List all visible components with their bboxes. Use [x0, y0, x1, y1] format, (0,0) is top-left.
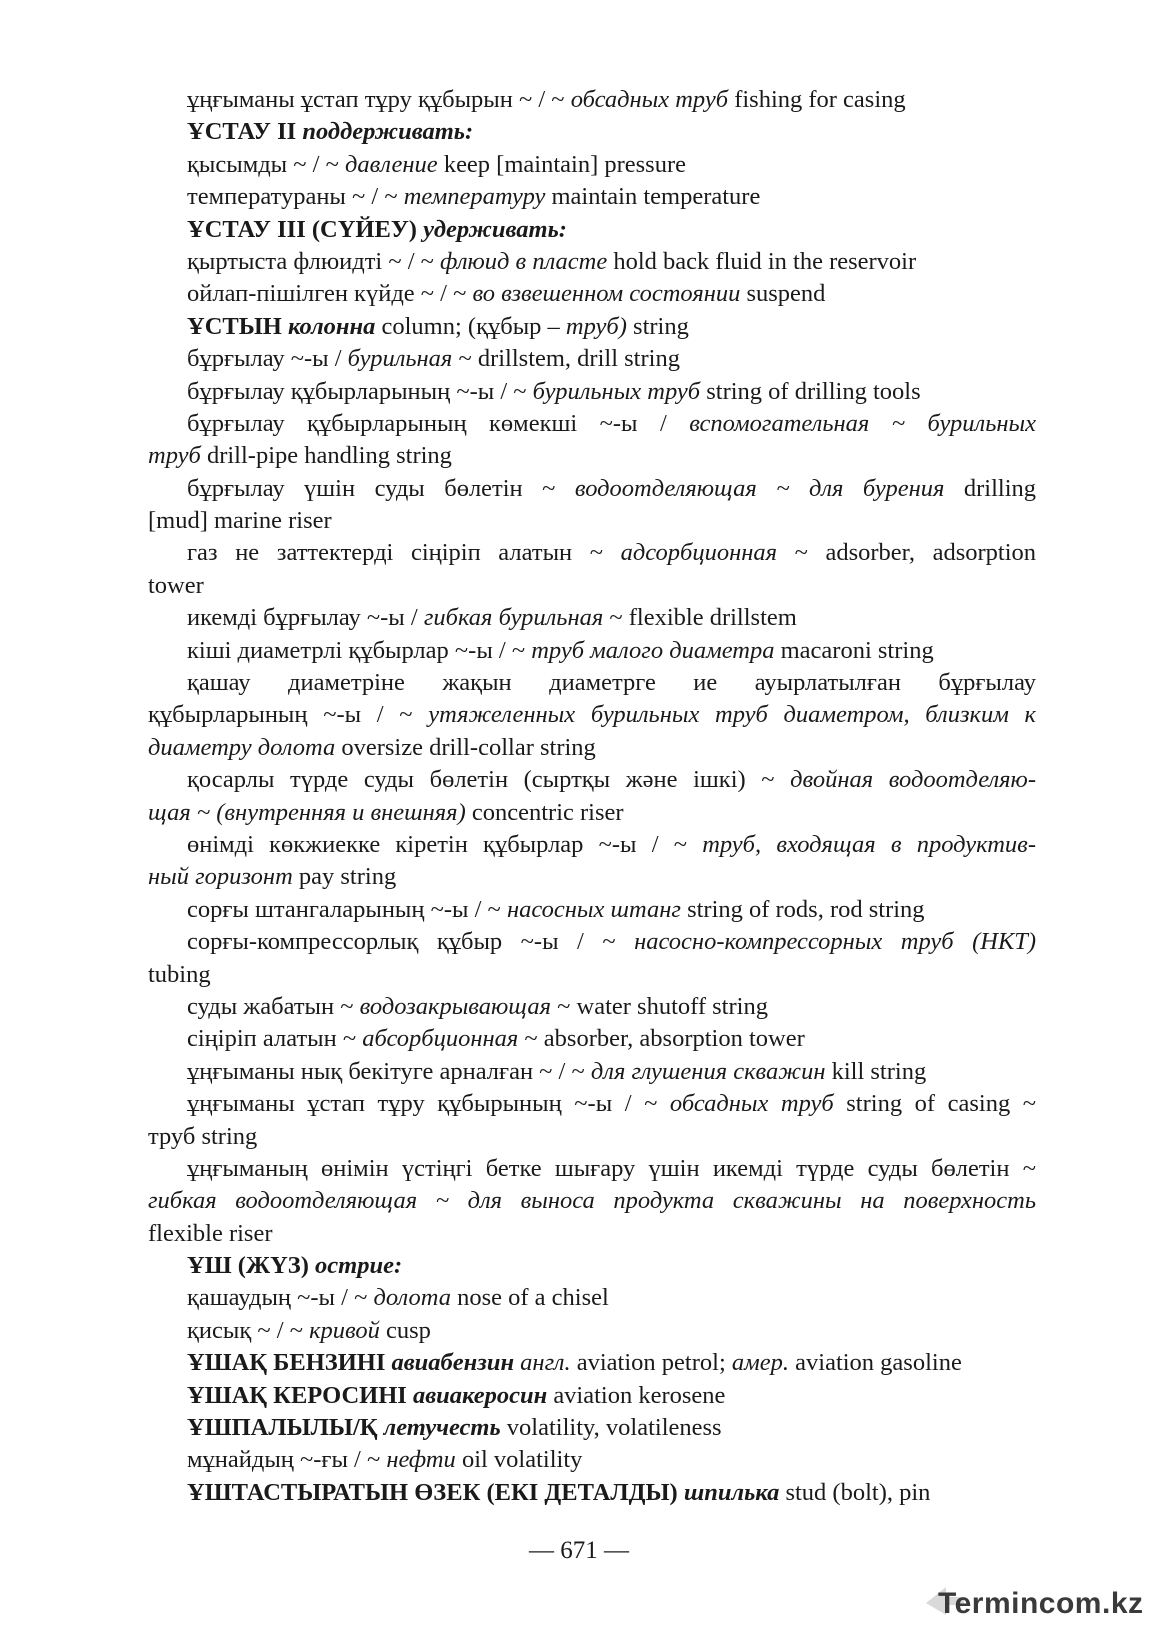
text-segment: ҰСТАУ II: [187, 118, 303, 146]
text-segment: бурильная: [347, 345, 453, 373]
text-segment: cusp: [379, 1316, 431, 1344]
text-line: [148, 894, 1036, 926]
text-segment: щая ~ (внутренняя и внешняя): [148, 798, 466, 826]
text-segment: column; (құбыр –: [375, 312, 566, 340]
text-segment: macaroni string: [774, 636, 934, 664]
text-line: [148, 991, 1036, 1023]
text-segment: кіші диаметрлі құбырлар ~-ы / ~: [187, 636, 532, 664]
text-segment: острие:: [315, 1252, 403, 1280]
text-segment: қосарлы түрде суды бөлетін (сыртқы және ішкі) ~: [187, 766, 791, 794]
text-line: [148, 1282, 1036, 1314]
text-segment: tubing: [148, 960, 211, 988]
text-segment: летучесть: [383, 1414, 501, 1442]
text-segment: водоотделяющая ~ для бурения: [574, 474, 945, 502]
text-line: [148, 1412, 1036, 1444]
text-line: [148, 699, 1036, 731]
text-segment: string of drilling tools: [700, 377, 921, 405]
text-line: [148, 1444, 1036, 1476]
text-segment: pay string: [292, 863, 397, 891]
text-line: [148, 732, 1036, 764]
text-segment: адсорбционная: [620, 539, 778, 567]
text-line: [148, 959, 1036, 991]
text-line: [148, 440, 1036, 472]
text-segment: труб): [565, 312, 627, 340]
text-line: [148, 181, 1036, 213]
text-segment: hold back fluid in the reservoir: [607, 247, 917, 275]
text-segment: aviation kerosene: [547, 1381, 726, 1409]
text-segment: ұңғыманы нық бекітуге арналған ~ / ~: [187, 1057, 591, 1085]
text-line: [148, 602, 1036, 634]
text-line: [148, 537, 1036, 569]
text-segment: volatility, volatileness: [500, 1414, 722, 1442]
text-line: [148, 1347, 1036, 1379]
text-segment: труб, входящая в продуктив-: [702, 830, 1036, 858]
text-segment: бұрғылау құбырларының ~-ы / ~: [187, 377, 533, 405]
text-line: [148, 84, 1036, 116]
text-segment: сіңіріп алатын ~: [187, 1025, 363, 1053]
text-segment: flexible riser: [148, 1219, 273, 1247]
text-segment: колонна: [287, 312, 376, 340]
text-segment: вспомогательная ~ бурильных: [689, 409, 1036, 437]
text-segment: мұнайдың ~-ғы / ~: [187, 1446, 387, 1474]
text-line: [148, 861, 1036, 893]
text-line: [148, 1121, 1036, 1153]
page-number: — 671 —: [529, 1537, 629, 1564]
text-segment: concentric riser: [465, 798, 624, 826]
text-segment: англ.: [514, 1349, 571, 1377]
text-segment: string of casing ~: [833, 1090, 1037, 1118]
text-segment: утяжеленных бурильных труб диаметром, близким к: [428, 701, 1037, 729]
text-segment: aviation gasoline: [789, 1349, 962, 1377]
text-segment: maintain temperature: [545, 183, 761, 211]
text-line: [148, 473, 1036, 505]
text-segment: амер.: [731, 1349, 790, 1377]
text-segment: kill string: [825, 1057, 927, 1085]
text-segment: гибкая бурильная: [423, 604, 604, 632]
text-line: [148, 667, 1036, 699]
text-segment: ҰСТАУ III (СҮЙЕУ): [187, 215, 424, 243]
text-segment: құбырларының ~-ы / ~: [148, 701, 429, 729]
text-segment: гибкая водоотделяющая ~ для выноса продукта скважины на поверхность: [148, 1187, 1036, 1215]
text-segment: водозакрывающая: [359, 992, 552, 1020]
text-segment: suspend: [740, 280, 826, 308]
text-segment: қыртыста флюидті ~ / ~: [187, 247, 441, 275]
text-segment: stud (bolt), pin: [779, 1478, 931, 1506]
text-segment: ~ drillstem, drill string: [452, 345, 680, 373]
text-segment: кривой: [309, 1316, 380, 1344]
text-line: [148, 505, 1036, 537]
text-segment: қашаудың ~-ы / ~: [187, 1284, 374, 1312]
text-line: [148, 408, 1036, 440]
text-segment: шпилька: [683, 1478, 780, 1506]
text-segment: обсадных труб: [570, 86, 729, 113]
text-line: [148, 1088, 1036, 1120]
text-segment: долота: [373, 1284, 451, 1312]
text-segment: икемді бұрғылау ~-ы /: [187, 604, 424, 632]
text-segment: ный горизонт: [148, 863, 293, 891]
text-segment: поддерживать:: [302, 118, 474, 146]
text-segment: қысымды ~ / ~: [187, 150, 345, 178]
text-segment: ~ water shutoff string: [551, 992, 768, 1020]
text-segment: oversize drill-collar string: [335, 733, 596, 761]
text-segment: диаметру долота: [148, 733, 336, 761]
text-segment: нефти: [386, 1446, 456, 1474]
text-segment: string of rods, rod string: [680, 895, 925, 923]
text-segment: ~ adsorber, adsorption: [777, 539, 1036, 567]
text-segment: қашау диаметріне жақын диаметрге ие ауырлатылған бұрғылау: [187, 669, 1036, 697]
text-line: [148, 1250, 1036, 1282]
text-segment: өнімді көкжиекке кіретін құбырлар ~-ы / ~: [187, 830, 703, 858]
text-line: [148, 797, 1036, 829]
text-line: [148, 1477, 1036, 1509]
text-line: [148, 764, 1036, 796]
text-segment: обсадных труб: [669, 1090, 834, 1118]
text-line: [148, 1218, 1036, 1250]
logo-text: Termincom.kz: [938, 1587, 1144, 1620]
text-segment: сорғы-компрессорлық құбыр ~-ы / ~: [187, 928, 635, 956]
text-segment: ҰШ (ЖҮЗ): [187, 1252, 316, 1280]
text-segment: во взвешенном состоянии: [472, 280, 741, 308]
text-line: [148, 829, 1036, 861]
text-segment: бұрғылау үшін суды бөлетін ~: [187, 474, 575, 502]
text-segment: ҰШАҚ КЕРОСИНІ: [187, 1381, 413, 1409]
text-segment: бұрғылау ~-ы /: [187, 345, 348, 373]
text-segment: nose of a chisel: [450, 1284, 609, 1312]
text-segment: насосно-компрессорных труб (НКТ): [634, 928, 1036, 956]
text-segment: труб малого диаметра: [531, 636, 775, 664]
text-segment: ұңғыманы ұстап тұру құбырының ~-ы / ~: [187, 1090, 670, 1118]
text-segment: для глушения скважин: [590, 1057, 826, 1085]
termincom-logo: [924, 1583, 1142, 1627]
text-line: [148, 570, 1036, 602]
text-segment: ~ absorber, absorption tower: [518, 1025, 805, 1053]
text-segment: удерживать:: [423, 215, 567, 243]
text-line: [148, 1380, 1036, 1412]
text-segment: ұңғыманы ұстап тұру құбырын ~ / ~: [187, 86, 571, 113]
text-line: [148, 376, 1036, 408]
text-line: [148, 635, 1036, 667]
text-segment: труб: [148, 442, 201, 470]
text-segment: газ не заттектерді сіңіріп алатын ~: [187, 539, 621, 567]
text-segment: давление: [344, 150, 438, 178]
text-segment: труб string: [148, 1122, 258, 1150]
text-segment: сорғы штангаларының ~-ы / ~: [187, 895, 507, 923]
text-line: [148, 926, 1036, 958]
text-segment: абсорбционная: [362, 1025, 519, 1053]
text-line: [148, 1153, 1036, 1185]
text-segment: ұңғыманың өнімін үстіңгі бетке шығару үшін икемді түрде суды бөлетін ~: [187, 1154, 1036, 1182]
text-segment: флюид в пласте: [440, 247, 608, 275]
text-line: [148, 343, 1036, 375]
text-segment: қисық ~ / ~: [187, 1316, 310, 1344]
text-segment: ҰШПАЛЫЛЫ/Қ: [187, 1414, 384, 1442]
text-segment: ҰШАҚ БЕНЗИНІ: [187, 1349, 392, 1377]
text-segment: суды жабатын ~: [187, 992, 360, 1020]
text-segment: ойлап-пішілген күйде ~ / ~: [187, 280, 473, 308]
text-segment: двойная водоотделяю-: [790, 766, 1036, 794]
text-line: [148, 1185, 1036, 1217]
text-line: [148, 116, 1036, 148]
text-segment: температуру: [403, 183, 546, 211]
text-segment: ~ flexible drillstem: [603, 604, 797, 632]
text-line: [148, 246, 1036, 278]
text-segment: [mud] marine riser: [148, 507, 332, 535]
dictionary-text: [148, 84, 1036, 1509]
text-line: [148, 1056, 1036, 1088]
text-segment: keep [maintain] pressure: [437, 150, 686, 178]
text-line: [148, 278, 1036, 310]
text-segment: ҰСТЫН: [187, 312, 288, 340]
text-line: [148, 1023, 1036, 1055]
text-line: [148, 149, 1036, 181]
text-segment: string: [626, 312, 689, 340]
text-segment: tower: [148, 571, 204, 599]
text-segment: насосных штанг: [506, 895, 681, 923]
text-segment: aviation petrol;: [570, 1349, 732, 1377]
text-segment: авиакеросин: [412, 1381, 548, 1409]
text-segment: fishing for casing: [728, 86, 906, 113]
text-segment: drill-pipe handling string: [200, 442, 452, 470]
text-line: [148, 1315, 1036, 1347]
text-segment: температураны ~ / ~: [187, 183, 404, 211]
text-line: [148, 311, 1036, 343]
text-segment: бұрғылау құбырларының көмекші ~-ы /: [187, 409, 690, 437]
text-segment: авиабензин: [391, 1349, 515, 1377]
text-segment: бурильных труб: [532, 377, 701, 405]
text-segment: drilling: [944, 474, 1037, 502]
text-segment: oil volatility: [455, 1446, 583, 1474]
text-line: [148, 214, 1036, 246]
text-segment: ҰШТАСТЫРАТЫН ӨЗЕК (ЕКІ ДЕТАЛДЫ): [187, 1478, 684, 1506]
